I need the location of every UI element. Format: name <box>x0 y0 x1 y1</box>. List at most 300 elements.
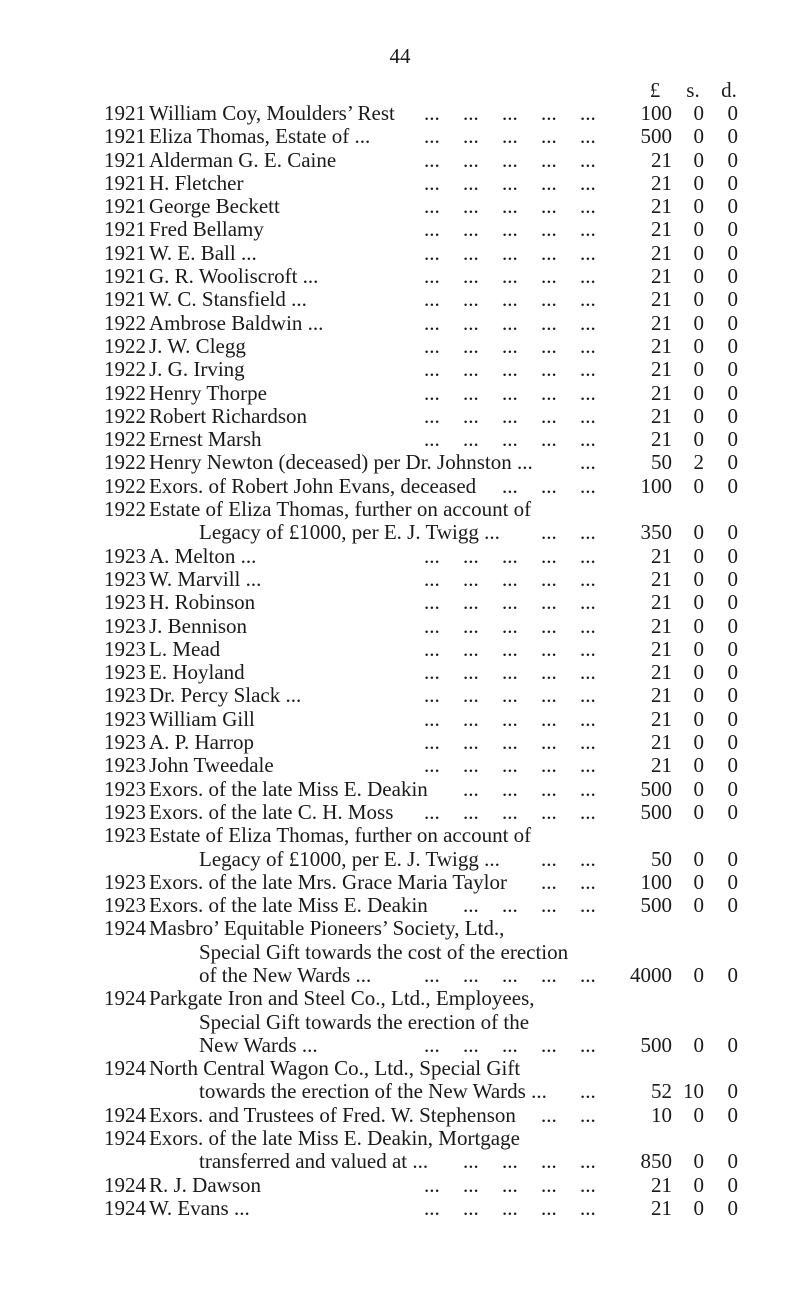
dot-leader: ... <box>502 217 518 242</box>
dot-leader: ... <box>424 403 440 428</box>
dot-leader: ... <box>580 846 596 871</box>
entry-year: 1923 <box>104 776 146 801</box>
entry-year: 1921 <box>104 264 146 289</box>
entry-description: W. E. Ball ... <box>149 240 257 265</box>
ledger-entry <box>0 661 800 684</box>
dot-leader: ... <box>580 403 596 428</box>
dot-leader: ... <box>502 380 518 405</box>
amount-pence: 0 <box>727 427 738 452</box>
entry-year: 1924 <box>104 1195 146 1220</box>
dot-leader: ... <box>463 776 479 801</box>
dot-leader: ... <box>424 124 440 149</box>
dot-leader: ... <box>502 194 518 219</box>
entry-description-line <box>0 615 800 638</box>
amount-shillings: 0 <box>693 217 704 242</box>
dot-leader: ... <box>463 730 479 755</box>
dot-leader: ... <box>541 776 557 801</box>
dot-leader: ... <box>463 333 479 358</box>
amount-pounds: 21 <box>651 194 672 219</box>
amount-shillings: 10 <box>683 1079 704 1104</box>
ledger-entry <box>0 288 800 311</box>
ledger-entry <box>0 498 800 545</box>
entry-year: 1923 <box>104 869 146 894</box>
entry-description-line <box>0 312 800 335</box>
dot-leader: ... <box>424 380 440 405</box>
amount-pence: 0 <box>727 543 738 568</box>
entry-description-line <box>0 172 800 195</box>
dot-leader: ... <box>463 147 479 172</box>
amount-shillings: 0 <box>693 706 704 731</box>
dot-leader: ... <box>502 427 518 452</box>
amount-pence: 0 <box>727 1102 738 1127</box>
dot-leader: ... <box>580 170 596 195</box>
entry-description-line <box>0 1034 800 1057</box>
dot-leader: ... <box>424 1172 440 1197</box>
amount-pounds: 500 <box>640 124 672 149</box>
dot-leader: ... <box>502 147 518 172</box>
entry-description: Exors. of the late Miss E. Deakin, Mortgage <box>149 1126 520 1151</box>
amount-pence: 0 <box>727 613 738 638</box>
entry-description-line <box>0 358 800 381</box>
dot-leader: ... <box>502 566 518 591</box>
ledger-entry <box>0 1057 800 1104</box>
entry-description: Alderman G. E. Caine <box>149 147 337 172</box>
dot-leader: ... <box>580 590 596 615</box>
dot-leader: ... <box>541 543 557 568</box>
entry-description-line <box>0 917 800 940</box>
dot-leader: ... <box>463 264 479 289</box>
ledger-entry <box>0 1197 800 1220</box>
dot-leader: ... <box>541 683 557 708</box>
amount-shillings: 0 <box>693 194 704 219</box>
dot-leader: ... <box>580 683 596 708</box>
entry-description: Exors. of the late C. H. Moss <box>149 799 394 824</box>
amount-shillings: 0 <box>693 403 704 428</box>
amount-pounds: 21 <box>651 403 672 428</box>
entry-description-line <box>0 661 800 684</box>
dot-leader: ... <box>541 962 557 987</box>
dot-leader: ... <box>502 240 518 265</box>
entry-year: 1921 <box>104 287 146 312</box>
dot-leader: ... <box>580 1102 596 1127</box>
entry-description-line <box>0 335 800 358</box>
entry-year: 1923 <box>104 683 146 708</box>
entry-description-line <box>0 242 800 265</box>
dot-leader: ... <box>502 636 518 661</box>
amount-pounds: 100 <box>640 869 672 894</box>
ledger-entry <box>0 265 800 288</box>
dot-leader: ... <box>463 1195 479 1220</box>
amount-shillings: 0 <box>693 543 704 568</box>
entry-description: Special Gift towards the erection of the <box>199 1009 530 1034</box>
amount-shillings: 0 <box>693 636 704 661</box>
amount-pence: 0 <box>727 310 738 335</box>
dot-leader: ... <box>580 147 596 172</box>
dot-leader: ... <box>502 753 518 778</box>
dot-leader: ... <box>463 357 479 382</box>
dot-leader: ... <box>541 799 557 824</box>
amount-pence: 0 <box>727 217 738 242</box>
entry-description-line <box>0 1080 800 1103</box>
entry-description: Legacy of £1000, per E. J. Twigg ... <box>199 520 500 545</box>
amount-shillings: 0 <box>693 1102 704 1127</box>
amount-pounds: 21 <box>651 427 672 452</box>
entry-description: Estate of Eliza Thomas, further on account of <box>149 823 532 848</box>
dot-leader: ... <box>463 403 479 428</box>
amount-pounds: 21 <box>651 333 672 358</box>
ledger-entry <box>0 312 800 335</box>
dot-leader: ... <box>580 124 596 149</box>
amount-shillings: 0 <box>693 333 704 358</box>
dot-leader: ... <box>424 590 440 615</box>
entry-year: 1922 <box>104 450 146 475</box>
dot-leader: ... <box>541 1032 557 1057</box>
entry-description-line <box>0 405 800 428</box>
ledger-entry <box>0 1174 800 1197</box>
entry-year: 1923 <box>104 893 146 918</box>
dot-leader: ... <box>541 403 557 428</box>
dot-leader: ... <box>463 124 479 149</box>
amount-shillings: 0 <box>693 566 704 591</box>
entry-description: Estate of Eliza Thomas, further on account of <box>149 497 532 522</box>
entry-description: Special Gift towards the cost of the erection <box>199 939 569 964</box>
entry-description-line <box>0 964 800 987</box>
entry-description-line <box>0 125 800 148</box>
amount-pence: 0 <box>727 683 738 708</box>
entry-description-line <box>0 149 800 172</box>
dot-leader: ... <box>463 1149 479 1174</box>
dot-leader: ... <box>580 636 596 661</box>
dot-leader: ... <box>424 730 440 755</box>
dot-leader: ... <box>580 776 596 801</box>
dot-leader: ... <box>541 660 557 685</box>
ledger-entry <box>0 242 800 265</box>
dot-leader: ... <box>502 403 518 428</box>
dot-leader: ... <box>424 962 440 987</box>
dot-leader: ... <box>502 287 518 312</box>
dot-leader: ... <box>541 846 557 871</box>
ledger-entry <box>0 615 800 638</box>
ledger-entry <box>0 382 800 405</box>
dot-leader: ... <box>541 1149 557 1174</box>
dot-leader: ... <box>580 217 596 242</box>
amount-pounds: 21 <box>651 240 672 265</box>
dot-leader: ... <box>424 1195 440 1220</box>
dot-leader: ... <box>541 869 557 894</box>
entry-description: Exors. and Trustees of Fred. W. Stephenson <box>149 1102 516 1127</box>
entry-year: 1923 <box>104 706 146 731</box>
entry-description: E. Hoyland <box>149 660 245 685</box>
amount-pence: 0 <box>727 1195 738 1220</box>
dot-leader: ... <box>541 473 557 498</box>
amount-pence: 0 <box>727 1079 738 1104</box>
amount-shillings: 0 <box>693 1195 704 1220</box>
entry-description: Fred Bellamy <box>149 217 264 242</box>
ledger-entry <box>0 1127 800 1174</box>
entry-description: William Gill <box>149 706 255 731</box>
entry-description: Masbro’ Equitable Pioneers’ Society, Ltd., <box>149 916 505 941</box>
dot-leader: ... <box>580 264 596 289</box>
amount-shillings: 0 <box>693 893 704 918</box>
amount-shillings: 0 <box>693 310 704 335</box>
entry-description: W. Evans ... <box>149 1195 250 1220</box>
dot-leader: ... <box>424 101 440 125</box>
entry-description-line <box>0 1150 800 1173</box>
amount-shillings: 0 <box>693 1172 704 1197</box>
amount-pence: 0 <box>727 566 738 591</box>
dot-leader: ... <box>580 194 596 219</box>
entry-description: William Coy, Moulders’ Rest <box>149 101 395 125</box>
dot-leader: ... <box>424 287 440 312</box>
entry-year: 1921 <box>104 217 146 242</box>
amount-shillings: 0 <box>693 427 704 452</box>
dot-leader: ... <box>502 776 518 801</box>
dot-leader: ... <box>541 590 557 615</box>
amount-pounds: 21 <box>651 730 672 755</box>
amount-pounds: 21 <box>651 170 672 195</box>
amount-pounds: 52 <box>651 1079 672 1104</box>
amount-pence: 0 <box>727 264 738 289</box>
ledger-entry <box>0 195 800 218</box>
amount-pence: 0 <box>727 1032 738 1057</box>
amount-shillings: 0 <box>693 846 704 871</box>
amount-pounds: 21 <box>651 660 672 685</box>
dot-leader: ... <box>424 357 440 382</box>
entry-description-line <box>0 1057 800 1080</box>
dot-leader: ... <box>541 101 557 125</box>
dot-leader: ... <box>580 660 596 685</box>
dot-leader: ... <box>463 194 479 219</box>
ledger-entry <box>0 801 800 824</box>
amount-pence: 0 <box>727 962 738 987</box>
pence-column-header: d. <box>721 78 737 102</box>
entry-year: 1922 <box>104 357 146 382</box>
amount-shillings: 0 <box>693 170 704 195</box>
dot-leader: ... <box>541 170 557 195</box>
dot-leader: ... <box>502 590 518 615</box>
entry-description-line <box>0 382 800 405</box>
dot-leader: ... <box>424 636 440 661</box>
amount-shillings: 2 <box>693 450 704 475</box>
entry-year: 1922 <box>104 473 146 498</box>
ledger-entry <box>0 754 800 777</box>
dot-leader: ... <box>463 287 479 312</box>
entry-description-line <box>0 498 800 521</box>
dot-leader: ... <box>541 706 557 731</box>
dot-leader: ... <box>580 310 596 335</box>
amount-pounds: 21 <box>651 613 672 638</box>
entry-description-line <box>0 1011 800 1034</box>
amount-pounds: 500 <box>640 893 672 918</box>
amount-pounds: 21 <box>651 147 672 172</box>
entry-year: 1923 <box>104 590 146 615</box>
dot-leader: ... <box>541 636 557 661</box>
amount-pence: 0 <box>727 520 738 545</box>
entry-description: Exors. of Robert John Evans, deceased <box>149 473 477 498</box>
amount-shillings: 0 <box>693 380 704 405</box>
dot-leader: ... <box>502 264 518 289</box>
dot-leader: ... <box>463 170 479 195</box>
dot-leader: ... <box>463 310 479 335</box>
amount-shillings: 0 <box>693 660 704 685</box>
amount-pounds: 500 <box>640 776 672 801</box>
dot-leader: ... <box>463 636 479 661</box>
dot-leader: ... <box>580 1149 596 1174</box>
dot-leader: ... <box>463 683 479 708</box>
amount-pounds: 21 <box>651 1172 672 1197</box>
entry-description-line <box>0 521 800 544</box>
entry-description: Eliza Thomas, Estate of ... <box>149 124 371 149</box>
entry-description-line <box>0 684 800 707</box>
dot-leader: ... <box>541 753 557 778</box>
dot-leader: ... <box>502 730 518 755</box>
entry-description: H. Fletcher <box>149 170 244 195</box>
amount-shillings: 0 <box>693 730 704 755</box>
entry-year: 1921 <box>104 101 146 125</box>
entry-description-line <box>0 195 800 218</box>
entry-description: G. R. Wooliscroft ... <box>149 264 319 289</box>
dot-leader: ... <box>580 730 596 755</box>
dot-leader: ... <box>463 893 479 918</box>
entry-year: 1922 <box>104 497 146 522</box>
dot-leader: ... <box>580 753 596 778</box>
ledger-entry <box>0 475 800 498</box>
dot-leader: ... <box>541 1102 557 1127</box>
dot-leader: ... <box>541 194 557 219</box>
dot-leader: ... <box>580 1172 596 1197</box>
dot-leader: ... <box>541 310 557 335</box>
entry-description-line <box>0 754 800 777</box>
amount-pence: 0 <box>727 893 738 918</box>
dot-leader: ... <box>424 753 440 778</box>
amount-shillings: 0 <box>693 1149 704 1174</box>
dot-leader: ... <box>424 170 440 195</box>
dot-leader: ... <box>502 660 518 685</box>
dot-leader: ... <box>424 613 440 638</box>
dot-leader: ... <box>463 217 479 242</box>
shillings-column-header: s. <box>686 78 700 102</box>
ledger-entry <box>0 172 800 195</box>
ledger-entry <box>0 125 800 148</box>
dot-leader: ... <box>463 590 479 615</box>
entry-year: 1924 <box>104 1102 146 1127</box>
dot-leader: ... <box>502 962 518 987</box>
amount-pounds: 21 <box>651 753 672 778</box>
entry-description-line <box>0 1197 800 1220</box>
ledger-entry <box>0 102 800 125</box>
amount-shillings: 0 <box>693 147 704 172</box>
dot-leader: ... <box>463 1032 479 1057</box>
entry-description-line <box>0 428 800 451</box>
amount-pounds: 21 <box>651 217 672 242</box>
amount-shillings: 0 <box>693 101 704 125</box>
amount-pounds: 21 <box>651 357 672 382</box>
ledger-entry <box>0 218 800 241</box>
dot-leader: ... <box>541 427 557 452</box>
dot-leader: ... <box>424 706 440 731</box>
ledger-entry <box>0 987 800 1057</box>
dot-leader: ... <box>502 357 518 382</box>
dot-leader: ... <box>424 264 440 289</box>
entry-year: 1924 <box>104 1126 146 1151</box>
page-number: 44 <box>389 44 411 68</box>
entry-description: Henry Thorpe <box>149 380 267 405</box>
dot-leader: ... <box>502 893 518 918</box>
amount-pence: 0 <box>727 846 738 871</box>
amount-pence: 0 <box>727 1149 738 1174</box>
dot-leader: ... <box>424 217 440 242</box>
amount-pence: 0 <box>727 357 738 382</box>
entry-description: of the New Wards ... <box>199 962 372 987</box>
dot-leader: ... <box>424 333 440 358</box>
amount-shillings: 0 <box>693 683 704 708</box>
dot-leader: ... <box>463 753 479 778</box>
entry-year: 1923 <box>104 566 146 591</box>
dot-leader: ... <box>502 473 518 498</box>
ledger-entry <box>0 871 800 894</box>
ledger-entry <box>0 1104 800 1127</box>
entry-description: Exors. of the late Mrs. Grace Maria Taylor <box>149 869 507 894</box>
dot-leader: ... <box>424 240 440 265</box>
entry-year: 1923 <box>104 753 146 778</box>
dot-leader: ... <box>541 613 557 638</box>
dot-leader: ... <box>580 543 596 568</box>
dot-leader: ... <box>502 543 518 568</box>
entry-description-line <box>0 545 800 568</box>
ledger-entry <box>0 684 800 707</box>
amount-pounds: 21 <box>651 287 672 312</box>
amount-pounds: 50 <box>651 846 672 871</box>
amount-shillings: 0 <box>693 962 704 987</box>
pounds-column-header: £ <box>649 78 661 102</box>
entry-description: W. C. Stansfield ... <box>149 287 307 312</box>
entry-description-line <box>0 894 800 917</box>
amount-shillings: 0 <box>693 473 704 498</box>
entry-description: R. J. Dawson <box>149 1172 262 1197</box>
ledger-entry <box>0 568 800 591</box>
entry-description: J. W. Clegg <box>149 333 246 358</box>
entry-year: 1922 <box>104 427 146 452</box>
dot-leader: ... <box>580 450 596 475</box>
entry-description-line <box>0 451 800 474</box>
ledger-entry <box>0 731 800 754</box>
amount-shillings: 0 <box>693 753 704 778</box>
dot-leader: ... <box>580 893 596 918</box>
amount-shillings: 0 <box>693 1032 704 1057</box>
entry-year: 1923 <box>104 823 146 848</box>
entry-description-line <box>0 731 800 754</box>
entry-year: 1924 <box>104 986 146 1011</box>
amount-pounds: 850 <box>640 1149 672 1174</box>
entry-description: Exors. of the late Miss E. Deakin <box>149 776 428 801</box>
ledger-list <box>0 102 800 1220</box>
entry-description-line <box>0 778 800 801</box>
amount-shillings: 0 <box>693 776 704 801</box>
amount-pence: 0 <box>727 101 738 125</box>
amount-shillings: 0 <box>693 287 704 312</box>
dot-leader: ... <box>424 660 440 685</box>
amount-pounds: 21 <box>651 310 672 335</box>
dot-leader: ... <box>502 333 518 358</box>
dot-leader: ... <box>502 124 518 149</box>
amount-shillings: 0 <box>693 520 704 545</box>
entry-description-line <box>0 218 800 241</box>
dot-leader: ... <box>502 1195 518 1220</box>
amount-pounds: 21 <box>651 683 672 708</box>
amount-pounds: 500 <box>640 1032 672 1057</box>
entry-description: North Central Wagon Co., Ltd., Special Gift <box>149 1056 521 1081</box>
dot-leader: ... <box>541 333 557 358</box>
